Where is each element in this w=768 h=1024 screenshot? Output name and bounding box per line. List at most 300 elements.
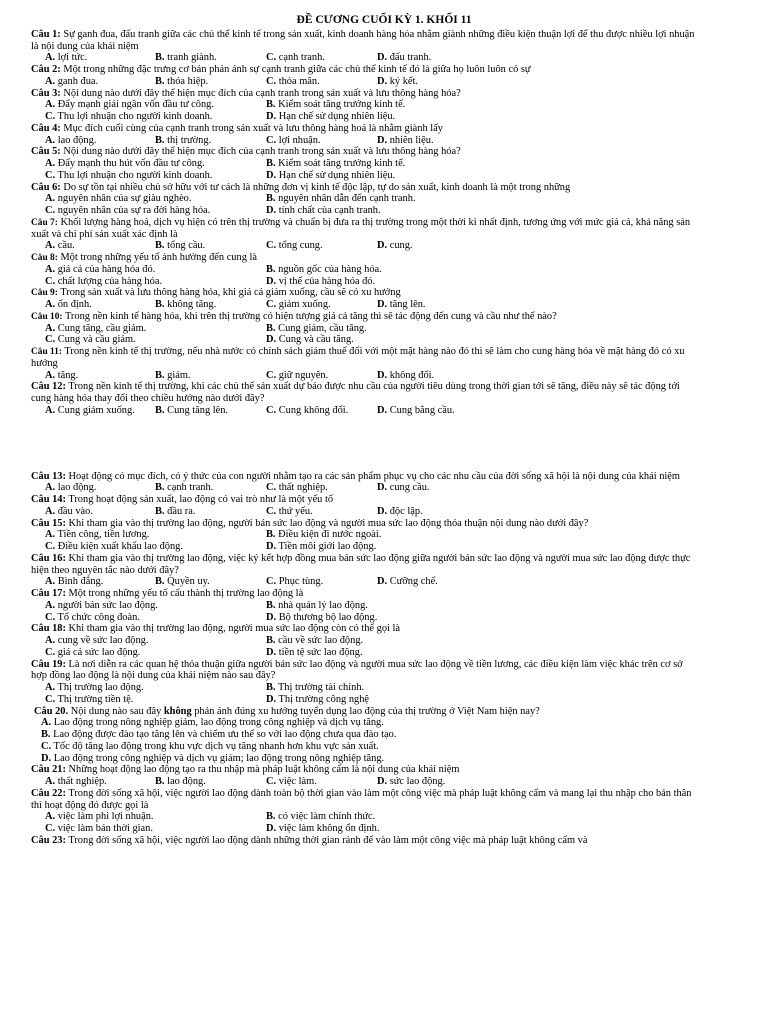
answer-option	[45, 647, 266, 659]
option-text: Cung tăng lên.	[167, 404, 229, 416]
answer-option	[41, 717, 697, 729]
option-letter: C.	[266, 75, 277, 87]
option-text: người bán sức lao động.	[57, 599, 158, 611]
option-letter: A.	[45, 99, 56, 111]
question-text: Khối lượng hàng hoá, dịch vụ hiện có trên thị trường và chuẩn bị đưa ra thị trường trong một thời kì nhất định, tương ứng với mức giá cả, khả năng sản xuất và chi phí sản xuất xác định là	[31, 216, 691, 240]
option-letter: A.	[45, 369, 56, 381]
exam-page	[31, 14, 697, 847]
answer-option	[45, 506, 155, 518]
question-stem	[31, 182, 697, 194]
question-stem	[31, 64, 697, 76]
option-letter: C.	[45, 693, 56, 705]
answer-options	[31, 264, 697, 288]
answer-option	[45, 612, 266, 624]
question-number: Câu 1:	[31, 28, 61, 40]
option-text: chất lượng của hàng hóa.	[57, 275, 163, 287]
question	[31, 471, 697, 495]
option-letter: D.	[377, 134, 388, 146]
option-letter: A.	[45, 505, 56, 517]
answer-option	[266, 576, 377, 588]
option-text: giữ nguyên.	[278, 369, 329, 381]
question-number: Câu 10:	[31, 311, 63, 322]
option-text: vị thế của hàng hóa đó.	[278, 275, 376, 287]
option-text: nguyên nhân của sự ra đời hàng hóa.	[57, 205, 211, 217]
option-text: Tiền môi giới lao động.	[278, 541, 377, 553]
answer-option	[155, 370, 266, 382]
answer-option	[45, 323, 266, 335]
question-stem	[31, 518, 697, 530]
answer-options	[31, 99, 697, 123]
option-letter: B.	[266, 263, 276, 275]
option-text: việc làm.	[278, 776, 317, 788]
option-text: giá cả của hàng hóa đó.	[57, 263, 156, 275]
question-text: Một trong những đặc trưng cơ bản phản ánh sự cạnh tranh giữa các chủ thể kinh tế đó là giữa họ luôn luôn có sự	[63, 64, 531, 76]
answer-option	[266, 170, 566, 182]
option-letter: B.	[266, 599, 276, 611]
question	[31, 494, 697, 518]
answer-options	[31, 299, 697, 311]
question-text: Khi tham gia vào thị trường lao động, người mua sức lao động còn có thể gọi là	[68, 623, 401, 635]
option-text: Kiểm soát tăng trưởng kinh tế.	[278, 99, 406, 111]
question-text: Một trong những yếu tố cấu thành thị trường lao động là	[68, 588, 304, 600]
option-text: Bộ thương bộ lao động.	[278, 611, 378, 623]
option-text: Bình đẳng.	[57, 576, 104, 588]
option-letter: C.	[266, 776, 277, 788]
question-text: Trong đời sống xã hội, việc người lao động dành toàn bộ thời gian vào làm một công việc mà pháp luật không cấm và mang lại thu nhập cho bản thân thì hoạt động đó được gọi là	[31, 787, 692, 811]
answer-option	[377, 52, 577, 64]
answer-options	[31, 576, 697, 588]
answer-option	[377, 506, 577, 518]
option-text: lao động.	[57, 134, 97, 146]
option-text: ký kết.	[389, 75, 418, 87]
option-text: lợi nhuận.	[278, 134, 321, 146]
question-stem	[31, 381, 697, 405]
question-stem	[31, 659, 697, 683]
answer-option	[45, 682, 266, 694]
option-letter: B.	[266, 529, 276, 541]
option-text: việc làm phi lợi nhuận.	[57, 811, 154, 823]
option-letter: D.	[41, 752, 52, 764]
option-text: Thị trường tiền tệ.	[57, 693, 134, 705]
option-text: Điều kiện xuất khẩu lao động.	[57, 541, 183, 553]
question-stem	[31, 494, 697, 506]
answer-option	[377, 576, 577, 588]
option-letter: A.	[45, 404, 56, 416]
answer-option	[155, 240, 266, 252]
option-letter: C.	[266, 505, 277, 517]
answer-options	[31, 158, 697, 182]
question	[31, 146, 697, 181]
question-stem	[31, 123, 697, 135]
answer-option	[266, 264, 566, 276]
answer-option	[45, 694, 266, 706]
answer-option	[45, 205, 266, 217]
option-text: cầu về sức lao động.	[278, 635, 364, 647]
option-text: Cung giảm, cầu tăng.	[278, 322, 367, 334]
option-text: lao động.	[167, 776, 206, 788]
question	[31, 252, 697, 287]
question-text: Trong nền kinh tế thị trường, nếu nhà nước có chính sách giảm thuế đối với một mặt hàng nào đó thì sẽ làm cho cung hàng hóa về mặt hàng đó có xu hướng	[31, 346, 685, 369]
option-text: Cung và cầu giảm.	[57, 334, 136, 346]
answer-option	[45, 193, 266, 205]
question	[31, 123, 697, 147]
question	[31, 64, 697, 88]
answer-option	[45, 370, 155, 382]
option-letter: D.	[377, 776, 388, 788]
option-letter: A.	[45, 75, 56, 87]
answer-option	[266, 52, 377, 64]
question-stem	[31, 217, 697, 241]
question-number: Câu 9:	[31, 288, 58, 299]
option-text: việc làm không ổn định.	[278, 823, 380, 835]
answer-option	[266, 135, 377, 147]
answer-option	[266, 205, 566, 217]
answer-options	[31, 240, 697, 252]
option-text: tranh giành.	[167, 52, 217, 64]
option-letter: B.	[41, 729, 51, 741]
option-letter: D.	[377, 299, 388, 311]
answer-option	[45, 264, 266, 276]
option-letter: D.	[266, 823, 277, 835]
option-text: thỏa hiệp.	[167, 75, 209, 87]
question-number: Câu 11:	[31, 347, 62, 358]
answer-option	[45, 776, 155, 788]
answer-options	[31, 635, 697, 659]
option-letter: C.	[266, 52, 277, 64]
answer-option	[45, 158, 266, 170]
answer-option	[266, 823, 566, 835]
option-text: Thu lợi nhuận cho người kinh doanh.	[57, 169, 213, 181]
question-stem	[31, 588, 697, 600]
option-text: Hạn chế sử dụng nhiên liệu.	[278, 111, 396, 123]
answer-option	[377, 299, 577, 311]
question-text: Do sự tồn tại nhiều chủ sở hữu với tư cách là những đơn vị kinh tế độc lập, tự do sản xuất, kinh doanh là một trong những	[63, 181, 571, 193]
option-letter: B.	[155, 369, 165, 381]
option-letter: C.	[45, 205, 56, 217]
option-text: Thị trường công nghệ	[278, 693, 370, 705]
question-text: phản ánh đúng xu hướng tuyển dụng lao động của thị trường ở Việt Nam hiện nay?	[191, 705, 540, 717]
question-number: Câu 21:	[31, 764, 66, 776]
option-letter: D.	[266, 334, 277, 346]
question-number: Câu 17:	[31, 588, 66, 600]
option-text: cung về sức lao động.	[57, 635, 149, 647]
option-letter: D.	[266, 111, 277, 123]
question-list-part-2	[31, 471, 697, 847]
answer-option	[155, 482, 266, 494]
option-text: lao động.	[57, 482, 97, 494]
question-text: Khi tham gia vào thị trường lao động, người bán sức lao động và người mua sức lao động thỏa thuận nội dung nào dưới đây?	[68, 517, 589, 529]
option-letter: B.	[155, 240, 165, 252]
question-number: Câu 19:	[31, 658, 66, 670]
option-letter: B.	[155, 134, 165, 146]
question-number: Câu 23:	[31, 834, 66, 846]
option-text: Cung giảm xuống.	[57, 404, 135, 416]
question	[31, 706, 697, 765]
option-text: Đẩy mạnh thu hút vốn đầu tư công.	[57, 158, 205, 170]
question-stem	[31, 553, 697, 577]
option-letter: B.	[266, 682, 276, 694]
option-letter: B.	[266, 811, 276, 823]
option-letter: D.	[377, 52, 388, 64]
question-number: Câu 8:	[31, 253, 58, 264]
option-letter: B.	[155, 404, 165, 416]
question-number: Câu 3:	[31, 87, 61, 99]
question	[31, 518, 697, 553]
option-text: cung cầu.	[389, 482, 430, 494]
option-text: tổng cung.	[278, 240, 323, 252]
option-text: Thị trường tài chính.	[277, 682, 365, 694]
option-text: Phục tùng.	[278, 576, 324, 588]
option-letter: D.	[266, 541, 277, 553]
option-letter: C.	[266, 134, 277, 146]
question-list-part-1	[31, 29, 697, 417]
option-letter: B.	[266, 635, 276, 647]
answer-option	[45, 482, 155, 494]
question	[31, 659, 697, 706]
option-letter: B.	[155, 482, 165, 494]
question-text: Mục đích cuối cùng của cạnh tranh trong sản xuất và lưu thông hàng hoá là nhằm giành lấy	[63, 122, 443, 134]
question-text: Một trong những yếu tố ảnh hưởng đến cung là	[60, 252, 257, 264]
option-letter: B.	[155, 75, 165, 87]
question-number: Câu 18:	[31, 623, 66, 635]
option-text: ganh đua.	[57, 75, 99, 87]
answer-option	[266, 600, 566, 612]
option-text: Cung bằng cầu.	[389, 404, 455, 416]
option-text: tổng cầu.	[167, 240, 206, 252]
option-letter: B.	[266, 193, 276, 205]
option-letter: B.	[155, 576, 165, 588]
option-text: thị trường.	[167, 134, 212, 146]
answer-options	[31, 135, 697, 147]
answer-options	[31, 482, 697, 494]
option-letter: C.	[266, 240, 277, 252]
question-text: Nội dung nào dưới đây thể hiện mục đích của cạnh tranh trong sản xuất và lưu thông hàng hóa?	[63, 87, 461, 99]
question-text: Trong nền kinh tế hàng hóa, khi trên thị trường có hiện tượng giá cả tăng thì sẽ tác động đến cung và cầu như thế nào?	[64, 310, 557, 322]
option-letter: D.	[377, 482, 388, 494]
option-text: có việc làm chính thức.	[278, 811, 376, 823]
option-text: tăng.	[57, 369, 79, 381]
option-text: tiền tệ sức lao động.	[278, 646, 363, 658]
question-number: Câu 22:	[31, 787, 66, 799]
question-stem	[31, 764, 697, 776]
question-number: Câu 7:	[31, 217, 58, 228]
answer-option	[45, 99, 266, 111]
answer-option	[266, 506, 377, 518]
option-letter: D.	[377, 240, 388, 252]
question-stem	[31, 706, 697, 718]
option-letter: B.	[266, 322, 276, 334]
question-text: Là nơi diễn ra các quan hệ thỏa thuận giữa người bán sức lao động và người mua sức lao động về tiền lương, các điều kiện làm việc khác trên cơ sở hợp đồng lao động là nội dung của khái niệm nào sau đây?	[31, 658, 683, 682]
answer-option	[41, 729, 697, 741]
question-number: Câu 4:	[31, 122, 61, 134]
option-letter: D.	[377, 75, 388, 87]
question-text: Trong hoạt động sản xuất, lao động có vai trò như là một yếu tố	[68, 494, 334, 506]
option-text: Kiểm soát tăng trưởng kinh tế.	[278, 158, 406, 170]
question	[31, 764, 697, 788]
answer-option	[155, 52, 266, 64]
option-text: cạnh tranh.	[278, 52, 325, 64]
answer-option	[266, 193, 566, 205]
answer-option	[45, 52, 155, 64]
question-emphasis: không	[163, 705, 192, 717]
answer-options	[31, 600, 697, 624]
option-text: Lao động trong công nghiệp và dịch vụ giảm; lao động trong nông nghiệp tăng.	[53, 752, 385, 764]
answer-options	[31, 682, 697, 706]
answer-option	[45, 576, 155, 588]
option-letter: B.	[266, 158, 276, 170]
answer-option	[45, 635, 266, 647]
option-letter: C.	[266, 299, 277, 311]
option-text: sức lao động.	[389, 776, 446, 788]
answer-options	[31, 323, 697, 347]
answer-option	[41, 741, 697, 753]
option-letter: A.	[45, 635, 56, 647]
option-letter: D.	[377, 369, 388, 381]
answer-option	[266, 334, 566, 346]
option-letter: A.	[45, 776, 56, 788]
answer-option	[266, 158, 566, 170]
option-text: không tăng.	[167, 299, 217, 311]
answer-options	[31, 811, 697, 835]
option-text: thất nghiệp.	[278, 482, 328, 494]
option-letter: A.	[45, 263, 56, 275]
question-number: Câu 13:	[31, 470, 66, 482]
answer-option	[266, 612, 566, 624]
answer-option	[155, 135, 266, 147]
answer-option	[45, 299, 155, 311]
option-letter: D.	[266, 275, 277, 287]
option-letter: A.	[45, 322, 56, 334]
question-number: Câu 6:	[31, 181, 61, 193]
option-text: Thị trường lao động.	[57, 682, 144, 694]
answer-option	[377, 482, 577, 494]
question-stem	[31, 471, 697, 483]
option-text: đầu ra.	[167, 505, 196, 517]
option-letter: A.	[45, 529, 56, 541]
option-text: lợi tức.	[57, 52, 88, 64]
answer-option	[266, 276, 566, 288]
option-letter: D.	[266, 169, 277, 181]
option-letter: D.	[266, 646, 277, 658]
option-text: tăng lên.	[389, 299, 426, 311]
option-text: không đổi.	[389, 369, 435, 381]
option-text: Cung không đổi.	[278, 404, 349, 416]
question	[31, 29, 697, 64]
option-text: giá cả sức lao động.	[57, 646, 141, 658]
option-text: nguồn gốc của hàng hóa.	[278, 263, 382, 275]
option-letter: A.	[45, 240, 56, 252]
option-text: Cung tăng, cầu giảm.	[57, 322, 147, 334]
answer-option	[45, 811, 266, 823]
option-letter: B.	[266, 99, 276, 111]
option-text: Hạn chế sử dụng nhiên liệu.	[278, 169, 396, 181]
answer-option	[45, 541, 266, 553]
option-letter: C.	[45, 275, 56, 287]
option-text: nhà quản lý lao động.	[278, 599, 368, 611]
answer-option	[45, 823, 266, 835]
answer-option	[266, 370, 377, 382]
answer-option	[377, 240, 577, 252]
option-text: thứ yếu.	[278, 505, 313, 517]
question-stem	[31, 311, 697, 323]
answer-option	[266, 99, 566, 111]
question-stem	[31, 835, 697, 847]
answer-option	[155, 405, 266, 417]
answer-option	[266, 299, 377, 311]
question-stem	[31, 146, 697, 158]
option-letter: A.	[45, 158, 56, 170]
answer-option	[266, 811, 566, 823]
question	[31, 346, 697, 381]
question-number: Câu 5:	[31, 146, 61, 158]
question	[31, 553, 697, 588]
answer-option	[45, 170, 266, 182]
option-text: cạnh tranh.	[167, 482, 214, 494]
question-text: Trong đời sống xã hội, việc người lao động dành những thời gian rảnh để vào làm một công việc mà pháp luật không cấm và	[68, 834, 588, 846]
section-gap	[31, 417, 697, 471]
question-stem	[31, 88, 697, 100]
option-letter: A.	[45, 811, 56, 823]
option-text: Cung và cầu tăng.	[278, 334, 354, 346]
question-text: Hoạt động có mục đích, có ý thức của con người nhằm tạo ra các sản phẩm phục vụ cho các nhu cầu của đời sống xã hội là nội dung của khái niệm	[68, 470, 680, 482]
option-letter: A.	[45, 682, 56, 694]
answer-option	[45, 276, 266, 288]
option-letter: A.	[45, 193, 56, 205]
question-stem	[31, 29, 697, 53]
answer-option	[266, 682, 566, 694]
page-title: ĐỀ CƯƠNG CUỐI KỲ 1. KHỐI 11	[296, 14, 472, 26]
answer-option	[155, 506, 266, 518]
question-number: Câu 20.	[34, 705, 69, 717]
answer-option	[377, 370, 577, 382]
answer-option	[266, 240, 377, 252]
answer-options	[31, 370, 697, 382]
answer-option	[266, 76, 377, 88]
option-letter: C.	[45, 823, 56, 835]
answer-option	[266, 635, 566, 647]
question	[31, 287, 697, 311]
option-letter: B.	[155, 776, 165, 788]
option-letter: C.	[45, 169, 56, 181]
answer-option	[45, 405, 155, 417]
option-letter: C.	[45, 111, 56, 123]
question	[31, 835, 697, 847]
question-number: Câu 12:	[31, 381, 66, 393]
option-letter: C.	[45, 541, 56, 553]
answer-options	[31, 717, 697, 764]
answer-option	[266, 111, 566, 123]
answer-options	[31, 776, 697, 788]
answer-options	[31, 529, 697, 553]
option-text: Lao động được đào tạo tăng lên và chiếm ưu thế so với lao động chưa qua đào tạo.	[53, 729, 397, 741]
option-letter: C.	[45, 611, 56, 623]
option-text: Cưỡng chế.	[389, 576, 438, 588]
option-letter: D.	[377, 576, 388, 588]
answer-option	[377, 135, 577, 147]
question-text: Khi tham gia vào thị trường lao động, việc ký kết hợp đồng mua bán sức lao động giữa người bán sức lao động và người mua sức lao động được thực hiện theo nguyên tắc nào dưới đây?	[31, 552, 691, 576]
answer-option	[41, 753, 697, 765]
answer-option	[266, 529, 566, 541]
option-text: cung.	[389, 240, 413, 252]
question-text: Sự ganh đua, đấu tranh giữa các chủ thể kinh tế trong sản xuất, kinh doanh hàng hóa nhằm giành những điều kiện thuận lợi để thu được nhiều lợi nhuận là nội dung của khái niệm	[31, 28, 695, 52]
option-letter: C.	[45, 334, 56, 346]
answer-option	[377, 776, 577, 788]
option-text: Thu lợi nhuận cho người kinh doanh.	[57, 111, 213, 123]
option-text: Quyền uy.	[167, 576, 210, 588]
option-text: Lao động trong nông nghiệp giảm, lao động trong công nghiệp và dịch vụ tăng.	[53, 717, 384, 729]
answer-option	[266, 323, 566, 335]
answer-options	[31, 405, 697, 417]
